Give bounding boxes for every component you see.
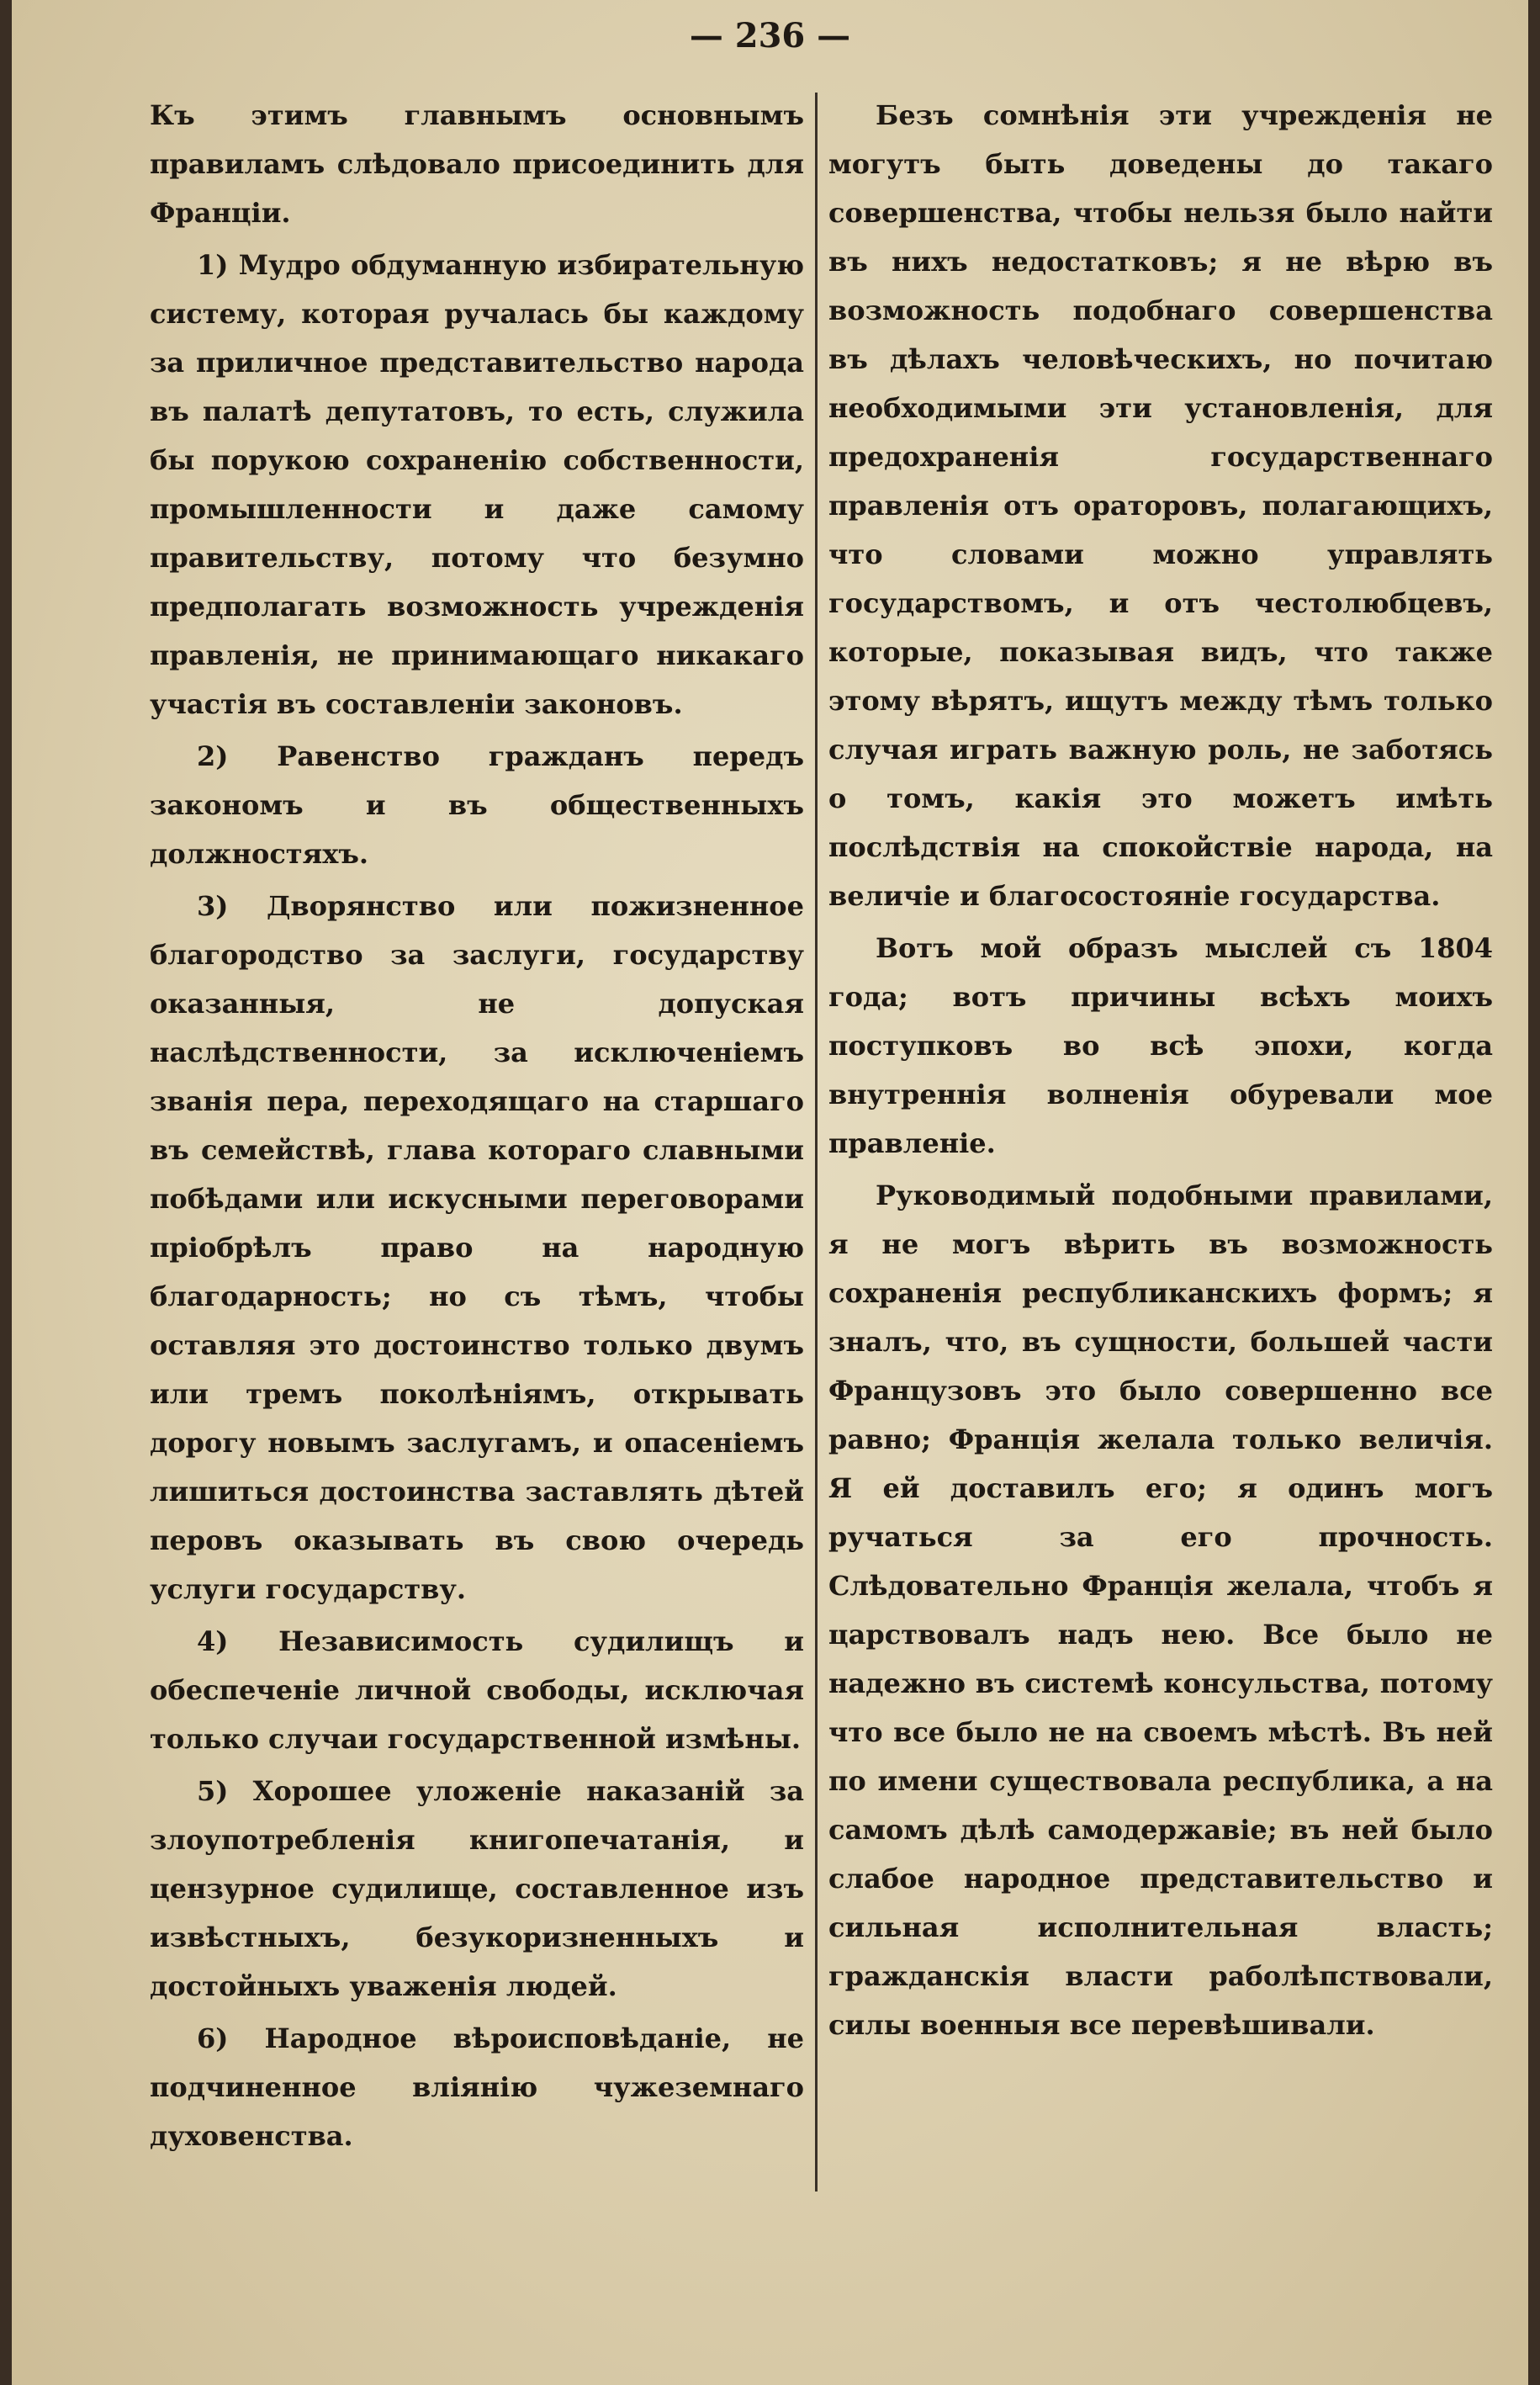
right-column bbox=[828, 91, 1493, 2053]
paragraph: Вотъ мой образъ мыслей съ 1804 года; вотъ причины всѣхъ моихъ поступковъ во всѣ эпохи, когда внутреннія волненія обуревали мое правленіе. bbox=[828, 932, 1493, 1159]
page-edge-right bbox=[1528, 0, 1540, 2385]
paragraph: Безъ сомнѣнія эти учрежденія не могутъ быть доведены до такаго совершенства, чтобы нельзя было найти въ нихъ недостатковъ; я не вѣрю въ возможность подобнаго совершенства въ дѣлахъ человѣческихъ, но почитаю необходимыми эти установленія, для предохраненія государственнаго правленія отъ ораторовъ, полагающихъ, что словами можно управлять государствомъ, и отъ честолюбцевъ, которые, показывая видъ, что также этому вѣрятъ, ищутъ между тѣмъ только случая играть важную роль, не заботясь о томъ, какія это можетъ имѣть послѣдствія на спокойствіе народа, на величіе и благосостояніе государства. bbox=[828, 99, 1493, 912]
paragraph: Руководимый подобными правилами, я не могъ вѣрить въ возможность сохраненія республиканскихъ формъ; я зналъ, что, въ сущности, большей части Французовъ это было совершенно все равно; Франція желала только величія. Я ей доставилъ его; я одинъ могъ ручаться за его прочность. Слѣдовательно Франція желала, чтобъ я царствовалъ надъ нею. Все было не надежно въ системѣ консульства, потому что все было не на своемъ мѣстѣ. Въ ней по имени существовала республика, а на самомъ дѣлѣ самодержавіе; въ ней было слабое народное представительство и сильная исполнительная власть; гражданскія власти раболѣпствовали, силы военныя все перевѣшивали. bbox=[828, 1179, 1493, 2041]
page-edge-left bbox=[0, 0, 12, 2385]
page-number: — 236 — bbox=[689, 16, 851, 56]
paragraph: Къ этимъ главнымъ основнымъ правиламъ слѣдовало присоединить для Франціи. bbox=[150, 99, 804, 229]
paragraph: 5) Хорошее уложеніе наказаній за злоупотребленія книгопечатанія, и цензурное судилище, составленное изъ извѣстныхъ, безукоризненныхъ и достойныхъ уваженія людей. bbox=[150, 1775, 804, 2002]
paragraph: 4) Независимость судилищъ и обеспеченіе личной свободы, исключая только случаи государственной измѣны. bbox=[150, 1625, 804, 1755]
paragraph: 6) Народное вѣроисповѣданіе, не подчиненное вліянію чужеземнаго духовенства. bbox=[150, 2022, 804, 2152]
left-column bbox=[150, 91, 804, 2164]
paragraph: 2) Равенство гражданъ передъ закономъ и въ общественныхъ должностяхъ. bbox=[150, 740, 804, 870]
paragraph: 1) Мудро обдуманную избирательную систему, которая ручалась бы каждому за приличное представительство народа въ палатѣ депутатовъ, то есть, служила бы порукою сохраненію собственности, промышленности и даже самому правительству, потому что безумно предполагать возможность учрежденія правленія, не принимающаго никакаго участія въ составленіи законовъ. bbox=[150, 249, 804, 720]
paragraph: 3) Дворянство или пожизненное благородство за заслуги, государству оказанныя, не допуская наслѣдственности, за исключеніемъ званія пера, переходящаго на старшаго въ семействѣ, глава котораго славными побѣдами или искусными переговорами пріобрѣлъ право на народную благодарность; но съ тѣмъ, чтобы оставляя это достоинство только двумъ или тремъ поколѣніямъ, открывать дорогу новымъ заслугамъ, и опасеніемъ лишиться достоинства заставлять дѣтей перовъ оказывать въ свою очередь услуги государству. bbox=[150, 890, 804, 1605]
column-divider bbox=[815, 93, 818, 2192]
